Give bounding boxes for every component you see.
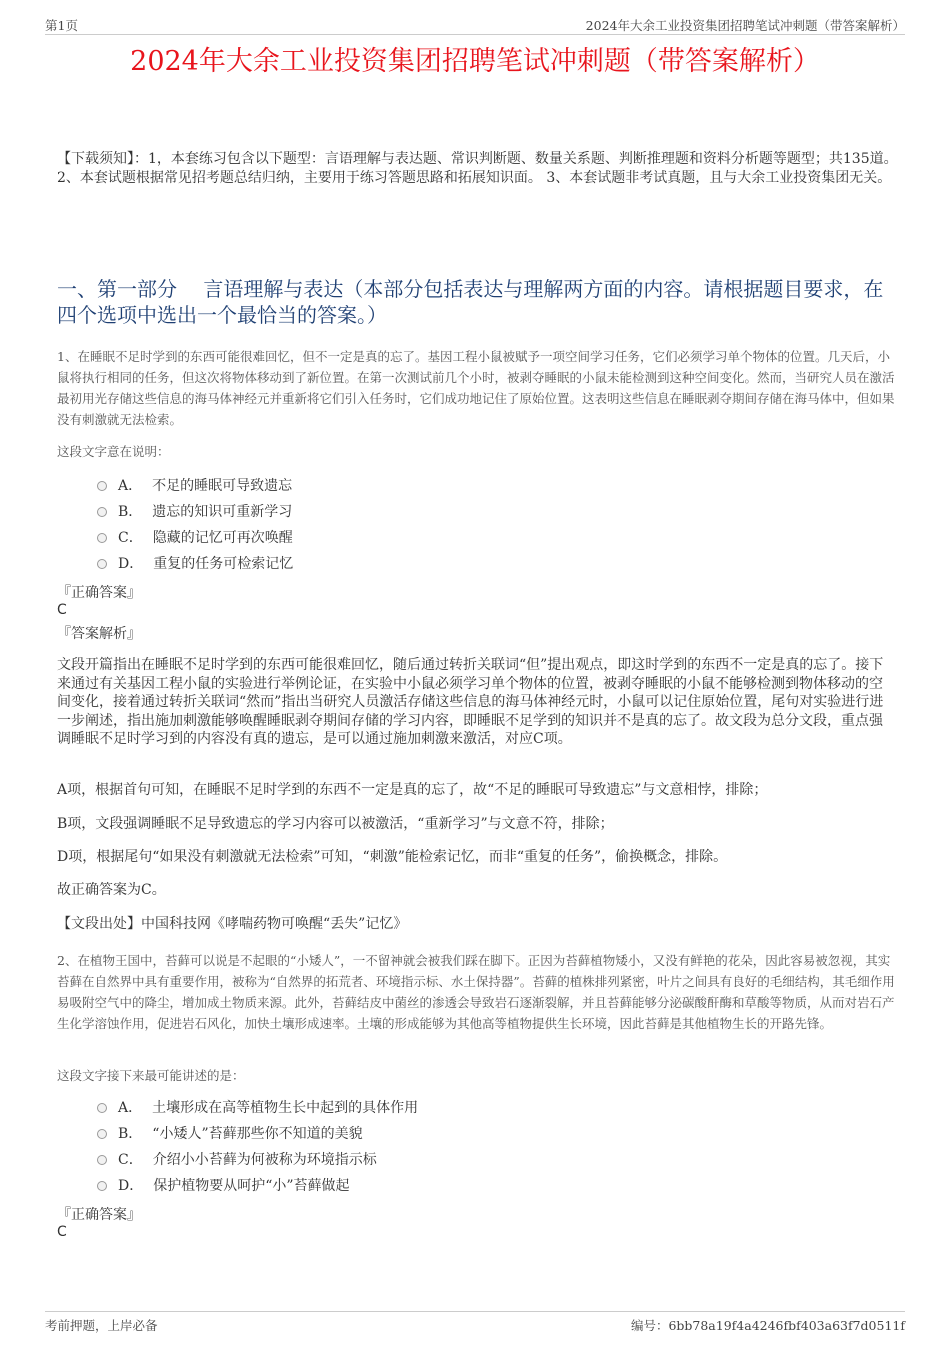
section-heading: 一、第一部分 言语理解与表达（本部分包括表达与理解两方面的内容。请根据题目要求，在四个选项中选出一个最恰当的答案。） <box>57 277 884 327</box>
q2-option-a[interactable]: A． 土壤形成在高等植物生长中起到的具体作用 <box>97 1098 418 1118</box>
q1-answer-label: 『正确答案』 <box>57 585 141 601</box>
q2-option-c[interactable]: C． 介绍小小苔藓为何被称为环境指示标 <box>97 1150 377 1170</box>
header-doc-title: 2024年大余工业投资集团招聘笔试冲刺题（带答案解析） <box>585 18 905 33</box>
radio-icon[interactable] <box>97 1181 107 1191</box>
radio-icon[interactable] <box>97 1129 107 1139</box>
page-footer <box>45 1311 905 1333</box>
q1-analysis-b: B项，文段强调睡眠不足导致遗忘的学习内容可以被激活，“重新学习”与文意不符，排除； <box>57 816 614 832</box>
footer-code: 编号：6bb78a19f4a4246fbf403a63f7d0511f <box>630 1318 905 1333</box>
question-2-prompt: 这段文字接下来最可能讲述的是： <box>57 1068 245 1083</box>
question-1-text: 1、在睡眠不足时学到的东西可能很难回忆，但不一定是真的忘了。基因工程小鼠被赋予一项空间学习任务，它们必须学习单个物体的位置。几天后，小鼠将执行相同的任务，但这次将物体移动到了新位置。在第一次测试前几个小时，被剥夺睡眠的小鼠未能检测到这种空间变化。然而，当研究人员在激活最初用光存储这些信息的海马体神经元并重新将它们引入任务时，它们成功地记住了原始位置。这表明这些信息在睡眠剥夺期间存储在海马体中，但如果没有刺激就无法检索。 <box>57 349 895 427</box>
footer-slogan: 考前押题，上岸必备 <box>45 1318 158 1333</box>
q1-option-a[interactable]: A． 不足的睡眠可导致遗忘 <box>97 476 292 496</box>
q2-option-d[interactable]: D． 保护植物要从呵护“小”苔藓做起 <box>97 1176 350 1196</box>
q2-answer-label: 『正确答案』 <box>57 1207 141 1223</box>
radio-icon[interactable] <box>97 1155 107 1165</box>
document-title: 2024年大余工业投资集团招聘笔试冲刺题（带答案解析） <box>130 46 820 77</box>
q1-option-c[interactable]: C． 隐藏的记忆可再次唤醒 <box>97 528 293 548</box>
q1-option-d[interactable]: D． 重复的任务可检索记忆 <box>97 554 293 574</box>
q1-analysis-a: A项，根据首句可知，在睡眠不足时学到的东西不一定是真的忘了，故“不足的睡眠可导致遗忘”与文意相悖，排除； <box>57 782 768 798</box>
question-2-text: 2、在植物王国中，苔藓可以说是不起眼的“小矮人”，一不留神就会被我们踩在脚下。正因为苔藓植物矮小，又没有鲜艳的花朵，因此容易被忽视，其实苔藓在自然界中具有重要作用，被称为“自然界的拓荒者、环境指示标、水土保持器”。苔藓的植株排列紧密，叶片之间具有良好的毛细结构，其毛细作用易吸附空气中的降尘，增加成土物质来源。此外，苔藓结皮中菌丝的渗透会导致岩石逐渐裂解，并且苔藓能够分泌碳酸酐酶和草酸等物质，从而对岩石产生化学溶蚀作用，促进岩石风化，加快土壤形成速率。土壤的形成能够为其他高等植物提供生长环境，因此苔藓是其他植物生长的开路先锋。 <box>57 953 895 1031</box>
page-header <box>45 14 905 35</box>
q1-answer: C <box>57 602 67 618</box>
q1-analysis-summary: 文段开篇指出在睡眠不足时学到的东西可能很难回忆，随后通过转折关联词“但”提出观点，即这时学到的东西不一定是真的忘了。接下来通过有关基因工程小鼠的实验进行举例论证，在实验中小鼠必须学习单个物体的位置，被剥夺睡眠的小鼠不能够检测到物体移动的空间变化，接着通过转折关联词“然而”指出当研究人员激活存储这些信息的海马体神经元时，小鼠可以记住原始位置，尾句对实验进行进一步阐述，指出施加刺激能够唤醒睡眠剥夺期间存储的学习内容，即睡眠不足学到的知识并不是真的忘了。故文段为总分文段，重点强调睡眠不足时学习到的内容没有真的遗忘，是可以通过施加刺激来激活，对应C项。 <box>57 657 884 747</box>
radio-icon[interactable] <box>97 1103 107 1113</box>
q1-analysis-label: 『答案解析』 <box>57 626 141 642</box>
radio-icon[interactable] <box>97 481 107 491</box>
page-number: 第1页 <box>45 18 78 33</box>
radio-icon[interactable] <box>97 559 107 569</box>
q1-analysis-d: D项，根据尾句“如果没有刺激就无法检索”可知，“刺激”能检索记忆，而非“重复的任务”，偷换概念，排除。 <box>57 849 728 865</box>
download-notice: 【下载须知】：1，本套练习包含以下题型：言语理解与表达题、常识判断题、数量关系题、判断推理题和资料分析题等题型；共135道。 2、本套试题根据常见招考题总结归纳，主要用于练习答题思路和拓展知识面。 3、本套试题非考试真题，且与大余工业投资集团无关。 <box>57 151 898 186</box>
radio-icon[interactable] <box>97 507 107 517</box>
q2-answer: C <box>57 1224 67 1240</box>
q1-source: 【文段出处】中国科技网《哮喘药物可唤醒“丢失”记忆》 <box>57 916 408 932</box>
q2-option-b[interactable]: B． “小矮人”苔藓那些你不知道的美貌 <box>97 1124 363 1144</box>
q1-analysis-conclusion: 故正确答案为C。 <box>57 882 166 898</box>
question-1-prompt: 这段文字意在说明： <box>57 444 170 459</box>
radio-icon[interactable] <box>97 533 107 543</box>
q1-option-b[interactable]: B． 遗忘的知识可重新学习 <box>97 502 292 522</box>
